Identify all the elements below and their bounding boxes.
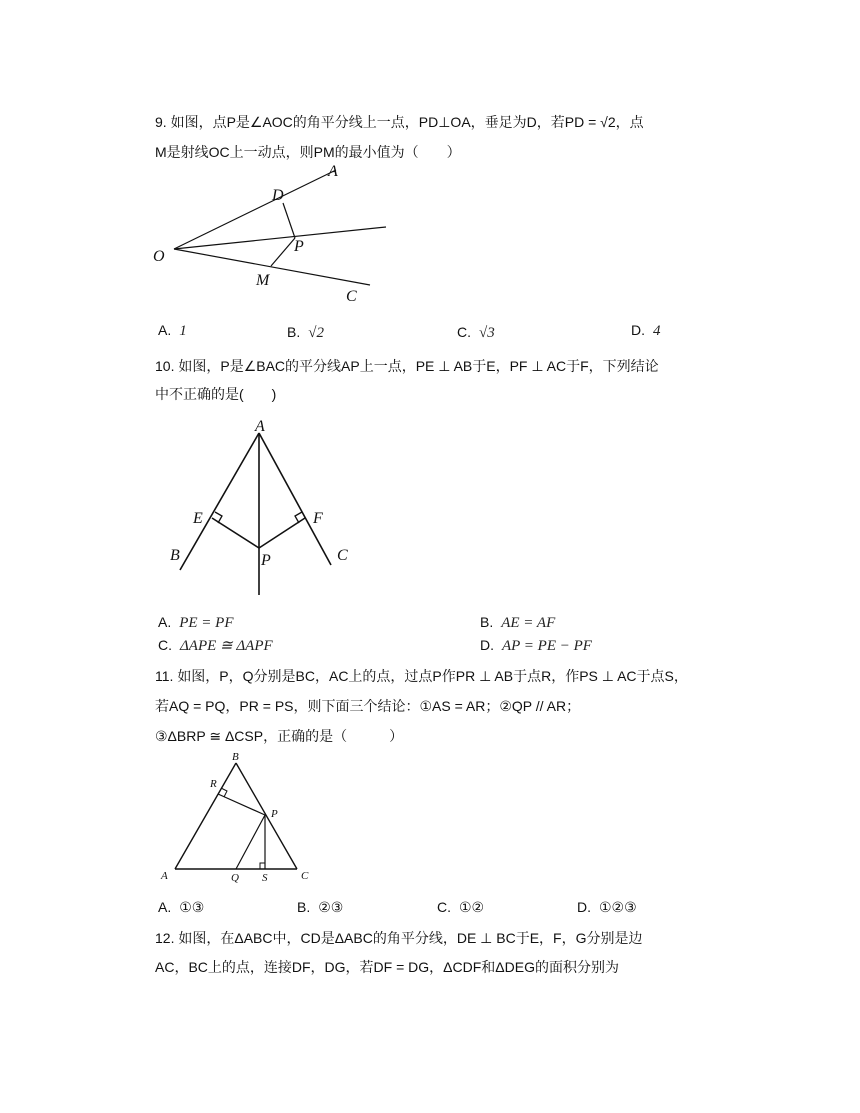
q11-text-line1: 11. 如图，P，Q分别是BC，AC上的点，过点P作PR ⊥ AB于点R，作PS ⊥ AC于点S， bbox=[155, 668, 688, 684]
q11-label-p: P bbox=[271, 808, 278, 820]
q10-text-line2: 中不正确的是( ) bbox=[155, 386, 277, 402]
q11-label-c: C bbox=[301, 870, 309, 882]
q10-option-d: D. AP = PE − PF bbox=[480, 637, 592, 654]
q9-label-m: M bbox=[256, 272, 270, 289]
q10-label-f: F bbox=[313, 510, 323, 527]
q9-option-b: B. √2 bbox=[287, 324, 324, 341]
q11-text-line3: ③ΔBRP ≅ ΔCSP，正确的是（ ） bbox=[155, 728, 404, 744]
q12-text-line1: 12. 如图，在ΔABC中，CD是ΔABC的角平分线，DE ⊥ BC于E，F，G分别是边 bbox=[155, 930, 643, 946]
q9-option-d: D. 4 bbox=[631, 322, 661, 339]
q10-text-line1: 10. 如图，P是∠BAC的平分线AP上一点，PE ⊥ AB于E，PF ⊥ AC于F，下列结论 bbox=[155, 358, 659, 374]
q12-text-line2: AC，BC上的点，连接DF，DG，若DF = DG，ΔCDF和ΔDEG的面积分别为 bbox=[155, 959, 619, 975]
q9-label-d: D bbox=[272, 187, 284, 204]
q11-option-c: C. ①② bbox=[437, 899, 485, 915]
q10-label-e: E bbox=[193, 510, 203, 527]
q10-option-c: C. ΔAPE ≅ ΔAPF bbox=[158, 637, 273, 654]
q9-label-c: C bbox=[346, 288, 357, 305]
q9-text-line1: 9. 如图，点P是∠AOC的角平分线上一点，PD⊥OA，垂足为D，若PD = √2，点 bbox=[155, 114, 644, 130]
q11-label-b: B bbox=[232, 751, 239, 763]
q11-text-line2: 若AQ = PQ，PR = PS，则下面三个结论：①AS = AR；②QP // AR； bbox=[155, 698, 581, 714]
q10-option-a: A. PE = PF bbox=[158, 614, 234, 631]
q11-figure bbox=[155, 745, 325, 885]
q11-option-b: B. ②③ bbox=[297, 899, 344, 915]
q9-option-c: C. √3 bbox=[457, 324, 495, 341]
q10-option-b: B. AE = AF bbox=[480, 614, 556, 631]
q11-label-s: S bbox=[262, 872, 268, 884]
q11-option-d: D. ①②③ bbox=[577, 899, 637, 915]
q9-option-a: A. 1 bbox=[158, 322, 187, 339]
q10-label-c: C bbox=[337, 547, 348, 564]
q11-label-r: R bbox=[210, 778, 217, 790]
q10-label-a: A bbox=[255, 418, 265, 435]
q11-label-q: Q bbox=[231, 872, 239, 884]
q9-label-o: O bbox=[153, 248, 165, 265]
q9-figure bbox=[148, 160, 398, 310]
q11-label-a: A bbox=[161, 870, 168, 882]
q9-label-a: A bbox=[328, 163, 338, 180]
q10-label-p: P bbox=[261, 552, 271, 569]
q9-label-p: P bbox=[294, 238, 304, 255]
q10-label-b: B bbox=[170, 547, 180, 564]
q9-text-line2: M是射线OC上一动点，则PM的最小值为（ ） bbox=[155, 144, 461, 160]
q10-figure bbox=[160, 415, 360, 600]
q11-option-a: A. ①③ bbox=[158, 899, 205, 915]
